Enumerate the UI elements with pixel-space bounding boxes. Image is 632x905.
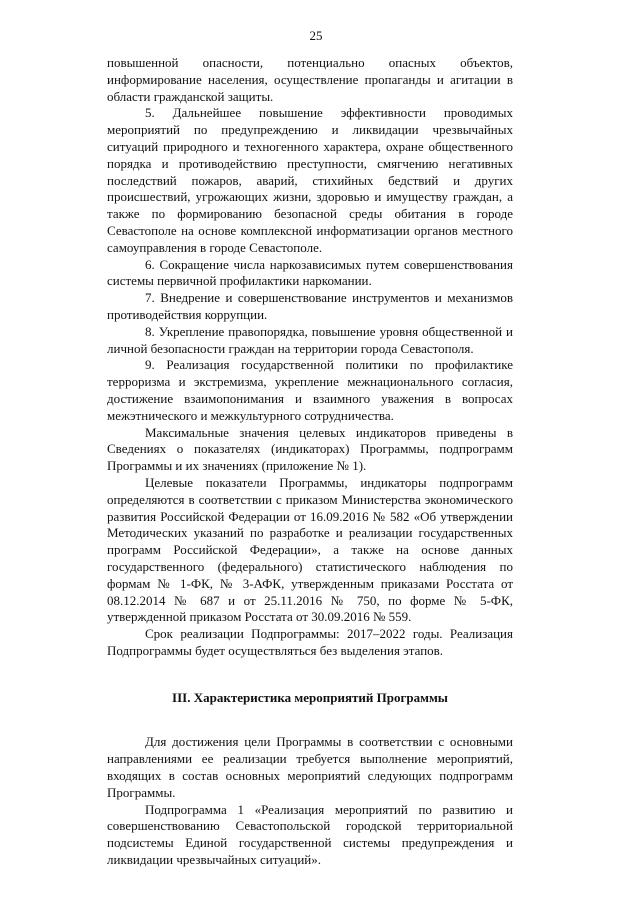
paragraph-subprogram-1: Подпрограмма 1 «Реализация мероприятий по развитию и совершенствованию Севастопольской городской территориальной подсистемы Единой государственной системы предупреждения и ликвидации чрезвычайных ситуаций». [107,801,513,868]
section-heading: III. Характеристика мероприятий Программы [172,689,448,705]
paragraph-item-5: 5. Дальнейшее повышение эффективности проводимых мероприятий по предупреждению и ликвидации чрезвычайных ситуаций природного и техногенного характера, охране общественного порядка и противодействию преступности, смягчению негативных последствий пожаров, аварий, стихийных бедствий и других происшествий, угрожающих жизни, здоровью и имуществу граждан, а также по формированию безопасной среды обитания в городе Севастополе на основе комплексной информатизации органов местного самоуправления в городе Севастополе. [107,105,513,255]
paragraph-goal: Для достижения цели Программы в соответствии с основными направлениями ее реализации требуется выполнение мероприятий, входящих в состав основных мероприятий следующих подпрограмм Программы. [107,734,513,800]
paragraph-item-8: 8. Укрепление правопорядка, повышение уровня общественной и личной безопасности граждан на территории города Севастополя. [107,323,513,356]
paragraph-indicators: Максимальные значения целевых индикаторов приведены в Сведениях о показателях (индикаторах) Программы, подпрограмм Программы и их значениях (приложение № 1). [107,424,513,474]
paragraph-target-metrics: Целевые показатели Программы, индикаторы подпрограмм определяются в соответствии с приказом Министерства экономического развития Российской Федерации от 16.09.2016 № 582 «Об утверждении Методических указаний по разработке и реализации государственных программ Российской Федерации», а также на основе данных государственного (федерального) статистического наблюдения по формам № 1-ФК, № 3-АФК, утвержденным приказами Росстата от 08.12.2014 № 687 и от 25.11.2016 № 750, по форме № 5-ФК, утвержденной приказом Росстата от 30.09.2016 № 559. [107,474,513,625]
paragraph-item-9: 9. Реализация государственной политики по профилактике терроризма и экстремизма, укрепление межнационального согласия, достижение взаимопонимания и взаимного уважения в вопросах межэтнического и межкультурного сотрудничества. [107,357,513,423]
page-number: 25 [309,28,323,43]
paragraph-term: Срок реализации Подпрограммы: 2017–2022 годы. Реализация Подпрограммы будет осуществляться без выделения этапов. [107,626,513,658]
paragraph-item-6: 6. Сокращение числа наркозависимых путем совершенствования системы первичной профилактики наркомании. [107,256,513,289]
document-body [107,55,513,869]
paragraph-continuation: повышенной опасности, потенциально опасных объектов, информирование населения, осуществление пропаганды и агитации в области гражданской защиты. [107,55,513,104]
paragraph-item-7: 7. Внедрение и совершенствование инструментов и механизмов противодействия коррупции. [107,290,513,322]
